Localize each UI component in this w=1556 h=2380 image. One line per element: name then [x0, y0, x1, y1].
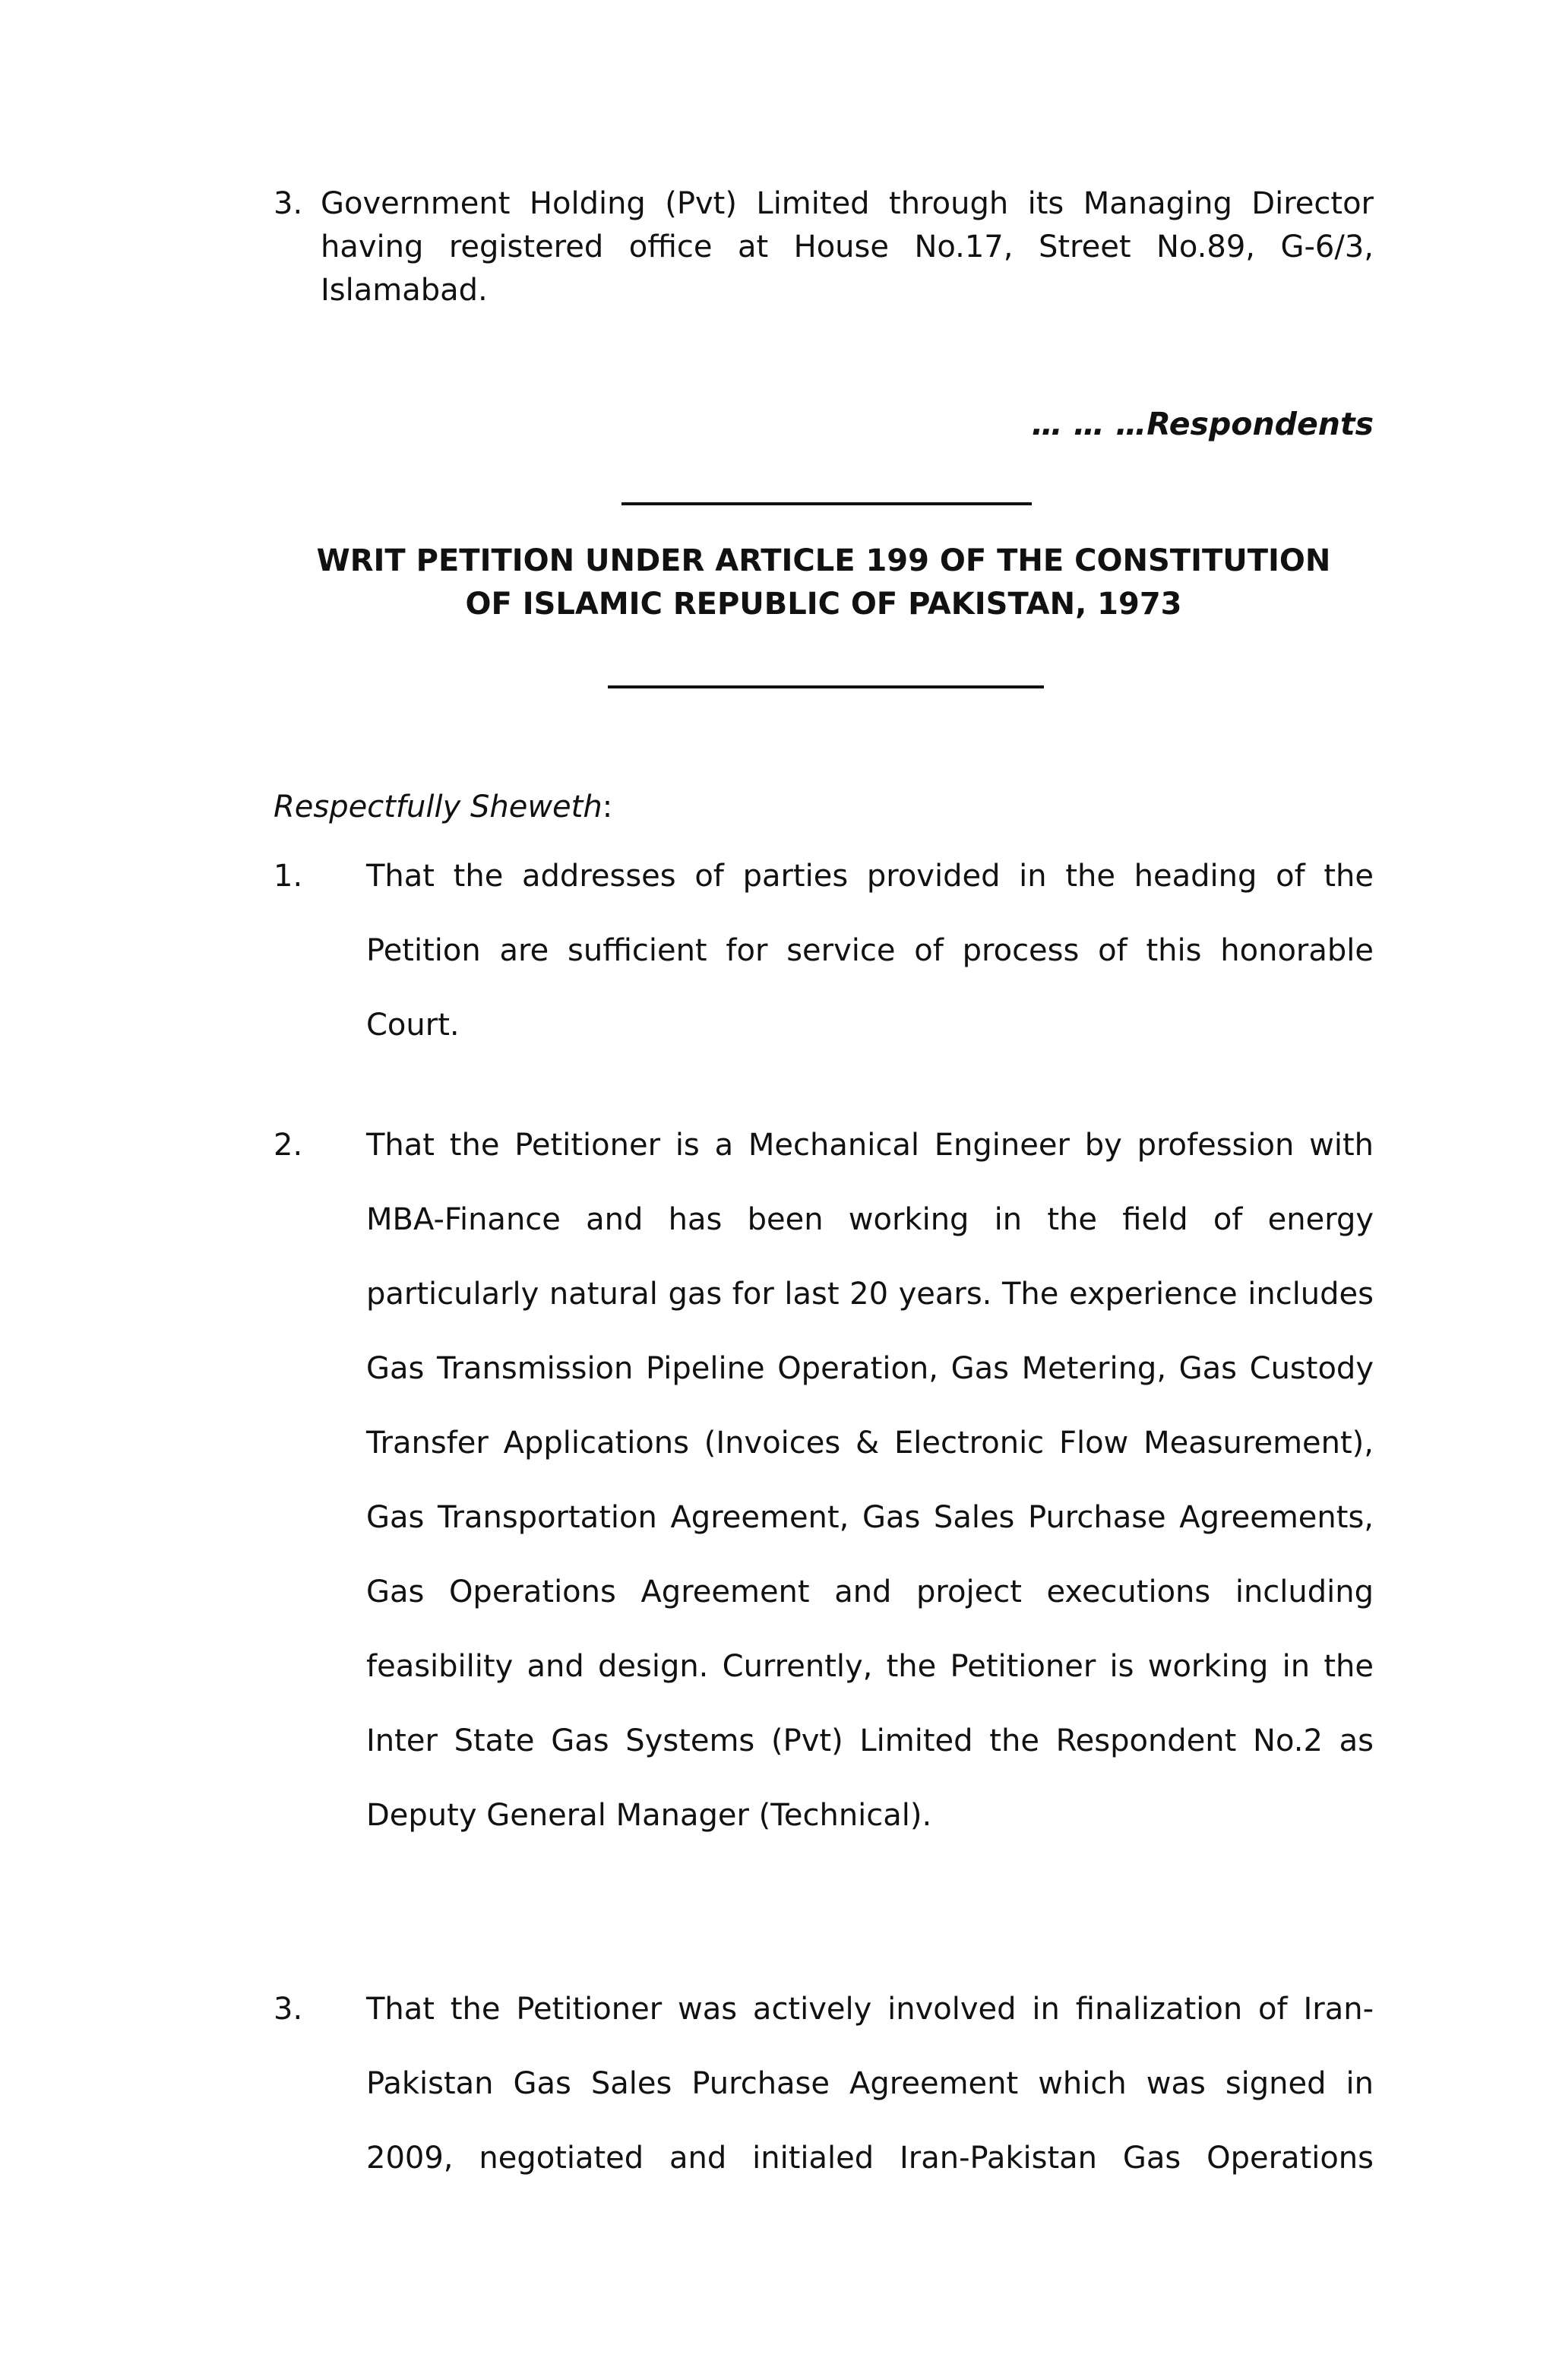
respondents-label: … … …Respondents: [1031, 406, 1374, 442]
petition-title-line-1: WRIT PETITION UNDER ARTICLE 199 OF THE CONSTITUTION: [316, 543, 1331, 578]
paragraph-number: 1.: [274, 859, 303, 894]
respondent-item-number: 3.: [274, 186, 303, 221]
paragraph-3: [274, 1972, 1374, 2195]
paragraph-2: [274, 1108, 1374, 1853]
salutation-text: Respectfully Sheweth: [274, 790, 602, 824]
salutation-colon: :: [602, 790, 613, 824]
respondent-item-text: Government Holding (Pvt) Limited through its Managing Director having registered office at House No.17, Street No.89, G-6/3, Islamabad.: [321, 186, 1374, 308]
paragraph-1: [274, 839, 1374, 1062]
salutation: [274, 786, 612, 829]
paragraph-number: 3.: [274, 1992, 303, 2027]
respondent-item: [274, 182, 1374, 312]
petition-title: [274, 540, 1374, 626]
paragraph-text: That the Petitioner was actively involved in finalization of Iran-Pakistan Gas Sales Purchase Agreement which was signed in 2009, negotiated and initialed Iran-Pakistan Gas Operations: [366, 1992, 1374, 2176]
paragraph-text: That the Petitioner is a Mechanical Engineer by profession with MBA-Finance and has been working in the field of energy particularly natural gas for last 20 years. The experience includes Gas Transmission Pipeline Operation, Gas Metering, Gas Custody Transfer Applications (Invoices & Electronic Flow Measurement), Gas Transportation Agreement, Gas Sales Purchase Agreements, Gas Operations Agreement and project executions including feasibility and design. Currently, the Petitioner is working in the Inter State Gas Systems (Pvt) Limited the Respondent No.2 as Deputy General Manager (Technical).: [366, 1128, 1374, 1833]
petition-title-line-2: OF ISLAMIC REPUBLIC OF PAKISTAN, 1973: [465, 587, 1182, 622]
divider-top: [621, 502, 1032, 505]
paragraph-number: 2.: [274, 1128, 303, 1163]
paragraph-text: That the addresses of parties provided in the heading of the Petition are sufficient for service of process of this honorable Court.: [366, 859, 1374, 1043]
divider-bottom: [608, 685, 1044, 688]
